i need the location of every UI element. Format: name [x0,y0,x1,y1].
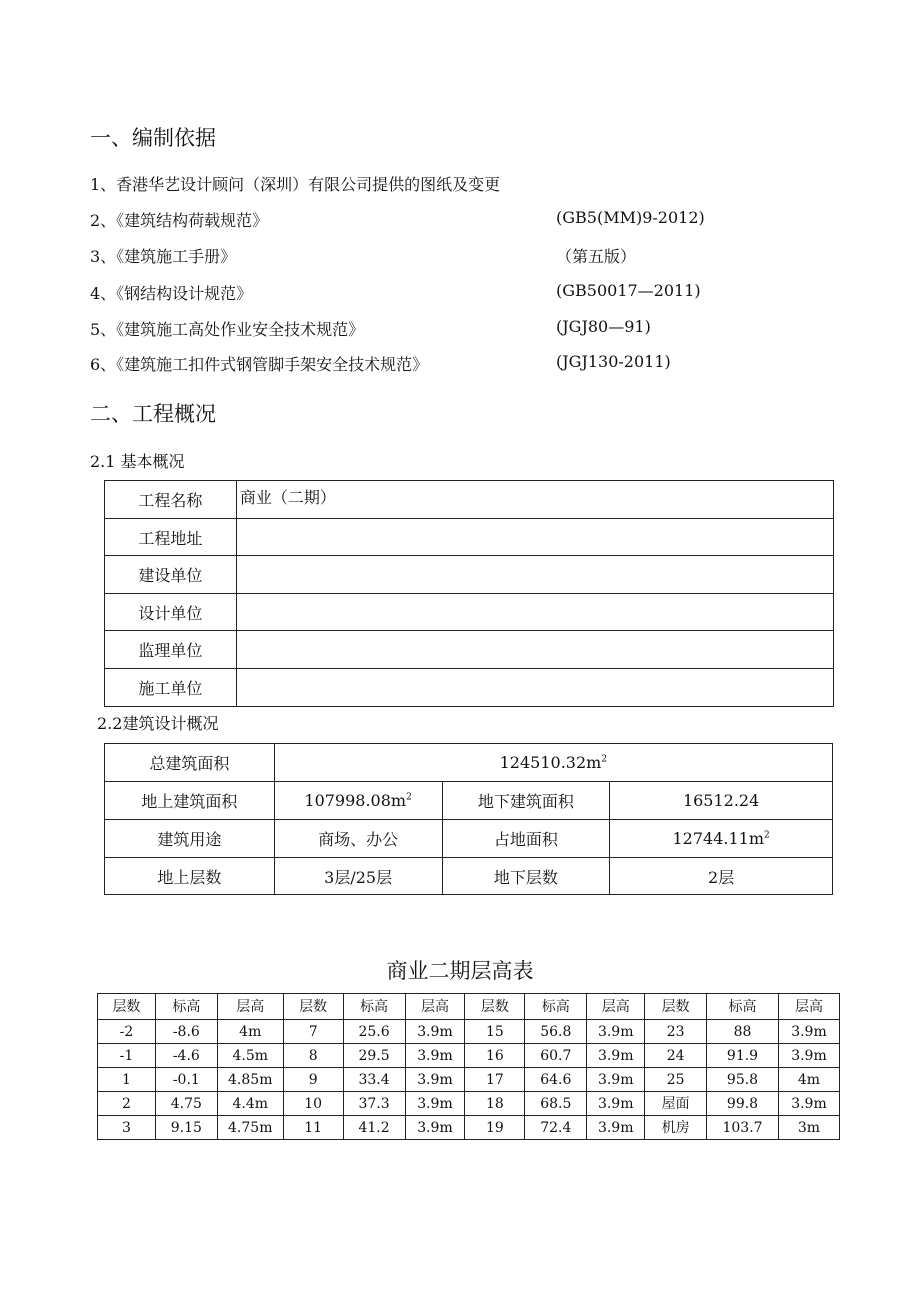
ref-3-text: 3、《建筑施工手册》 [90,247,237,266]
table-cell: 95.8 [707,1068,779,1092]
ref-2-text: 2、《建筑结构荷载规范》 [90,211,269,230]
building-use-value: 商场、办公 [274,820,442,858]
site-area-label: 占地面积 [442,820,610,858]
table-row [105,481,834,519]
basic-info-table [104,480,834,707]
table-cell: 72.4 [525,1116,587,1140]
table-row [98,1092,840,1116]
table-cell: 88 [707,1020,779,1044]
above-ground-area-label: 地上建筑面积 [105,782,275,820]
designer-value [236,594,833,631]
ref-1-text: 1、香港华艺设计顾问（深圳）有限公司提供的图纸及变更 [90,175,501,194]
table-row [105,556,834,594]
project-name-value: 商业（二期） [236,481,833,519]
table-cell: 99.8 [707,1092,779,1116]
header-cell: 层数 [465,994,525,1020]
table-cell: 9 [283,1068,343,1092]
below-ground-area-value: 16512.24 [610,782,833,820]
table-cell: 17 [465,1068,525,1092]
table-cell: 33.4 [343,1068,405,1092]
table-cell: -1 [98,1044,156,1068]
table-row [105,858,833,895]
table-cell: 24 [645,1044,707,1068]
table-cell: 4m [217,1020,283,1044]
floors-above-label: 地上层数 [105,858,275,895]
table-cell: 19 [465,1116,525,1140]
table-cell: 3m [778,1116,839,1140]
table-cell: 4m [778,1068,839,1092]
table-cell: 10 [283,1092,343,1116]
table-cell: 3.9m [587,1020,645,1044]
designer-label: 设计单位 [105,594,237,631]
project-address-label: 工程地址 [105,519,237,556]
table-row [105,782,833,820]
header-cell: 标高 [707,994,779,1020]
table-row [105,669,834,707]
design-info-table [104,743,833,895]
floors-above-value: 3层/25层 [274,858,442,895]
table-cell: 4.5m [217,1044,283,1068]
table-cell: 4.75m [217,1116,283,1140]
project-address-value [236,519,833,556]
header-cell: 标高 [343,994,405,1020]
table-row [98,1116,840,1140]
table-cell: 9.15 [155,1116,217,1140]
table-cell: -8.6 [155,1020,217,1044]
floor-table-title: 商业二期层高表 [386,959,534,983]
table-cell: 23 [645,1020,707,1044]
header-cell: 层高 [405,994,465,1020]
header-cell: 层数 [645,994,707,1020]
table-cell: 3.9m [587,1068,645,1092]
section2-heading: 二、工程概况 [90,402,216,426]
table-cell: 37.3 [343,1092,405,1116]
supervisor-value [236,631,833,669]
owner-label: 建设单位 [105,556,237,594]
table-row [98,1068,840,1092]
ref-3-code: （第五版） [556,247,637,266]
ref-4-code: (GB50017—2011) [556,281,701,300]
table-cell: 4.75 [155,1092,217,1116]
table-row [105,631,834,669]
table-cell: 3 [98,1116,156,1140]
table-cell: 3.9m [405,1068,465,1092]
design-info-title: 2.2建筑设计概况 [97,714,219,733]
table-cell: 29.5 [343,1044,405,1068]
header-cell: 层高 [587,994,645,1020]
table-cell: 25.6 [343,1020,405,1044]
ref-2-code: (GB5(MM)9-2012) [556,208,705,227]
table-cell: 18 [465,1092,525,1116]
table-row [105,519,834,556]
table-row [98,1044,840,1068]
table-cell: 11 [283,1116,343,1140]
table-header-row [98,994,840,1020]
total-area-label: 总建筑面积 [105,744,275,782]
table-cell: 3.9m [405,1116,465,1140]
table-row [105,744,833,782]
ref-4-text: 4、《钢结构设计规范》 [90,284,253,303]
table-cell: 3.9m [778,1020,839,1044]
table-cell: 64.6 [525,1068,587,1092]
ref-5-text: 5、《建筑施工高处作业安全技术规范》 [90,320,365,339]
project-name-label: 工程名称 [105,481,237,519]
table-cell: 7 [283,1020,343,1044]
table-cell: 25 [645,1068,707,1092]
table-cell: -4.6 [155,1044,217,1068]
below-ground-area-label: 地下建筑面积 [442,782,610,820]
header-cell: 标高 [525,994,587,1020]
header-cell: 标高 [155,994,217,1020]
table-row [105,820,833,858]
contractor-value [236,669,833,707]
table-cell: 3.9m [587,1044,645,1068]
table-cell: 4.85m [217,1068,283,1092]
table-cell: 8 [283,1044,343,1068]
ref-5-code: (JGJ80—91) [556,317,651,336]
ref-6-text: 6、《建筑施工扣件式钢管脚手架安全技术规范》 [90,355,429,374]
above-ground-area-value: $107998.08m^2$ [274,782,442,820]
header-cell: 层高 [778,994,839,1020]
table-cell: 2 [98,1092,156,1116]
ref-6-code: (JGJ130-2011) [556,352,671,371]
table-cell: -0.1 [155,1068,217,1092]
table-cell: 3.9m [778,1044,839,1068]
site-area-value: $12744.11m^2$ [610,820,833,858]
table-cell: 3.9m [587,1116,645,1140]
basic-info-title: 2.1 基本概况 [90,452,185,471]
floors-below-label: 地下层数 [442,858,610,895]
floors-below-value: 2层 [610,858,833,895]
table-row [98,1020,840,1044]
table-cell: 91.9 [707,1044,779,1068]
owner-value [236,556,833,594]
table-row [105,594,834,631]
contractor-label: 施工单位 [105,669,237,707]
table-cell: 3.9m [405,1044,465,1068]
table-cell: 屋面 [645,1092,707,1116]
table-cell: 16 [465,1044,525,1068]
table-cell: 3.9m [778,1092,839,1116]
building-use-label: 建筑用途 [105,820,275,858]
table-cell: 机房 [645,1116,707,1140]
supervisor-label: 监理单位 [105,631,237,669]
table-cell: -2 [98,1020,156,1044]
table-cell: 1 [98,1068,156,1092]
floor-height-table [97,993,840,1140]
total-area-value: $124510.32m^2$ [274,744,832,782]
table-cell: 4.4m [217,1092,283,1116]
table-cell: 60.7 [525,1044,587,1068]
table-cell: 68.5 [525,1092,587,1116]
table-cell: 15 [465,1020,525,1044]
table-cell: 3.9m [587,1092,645,1116]
header-cell: 层高 [217,994,283,1020]
table-cell: 56.8 [525,1020,587,1044]
table-cell: 41.2 [343,1116,405,1140]
table-cell: 103.7 [707,1116,779,1140]
header-cell: 层数 [283,994,343,1020]
header-cell: 层数 [98,994,156,1020]
section1-heading: 一、编制依据 [90,126,216,150]
table-cell: 3.9m [405,1020,465,1044]
table-cell: 3.9m [405,1092,465,1116]
